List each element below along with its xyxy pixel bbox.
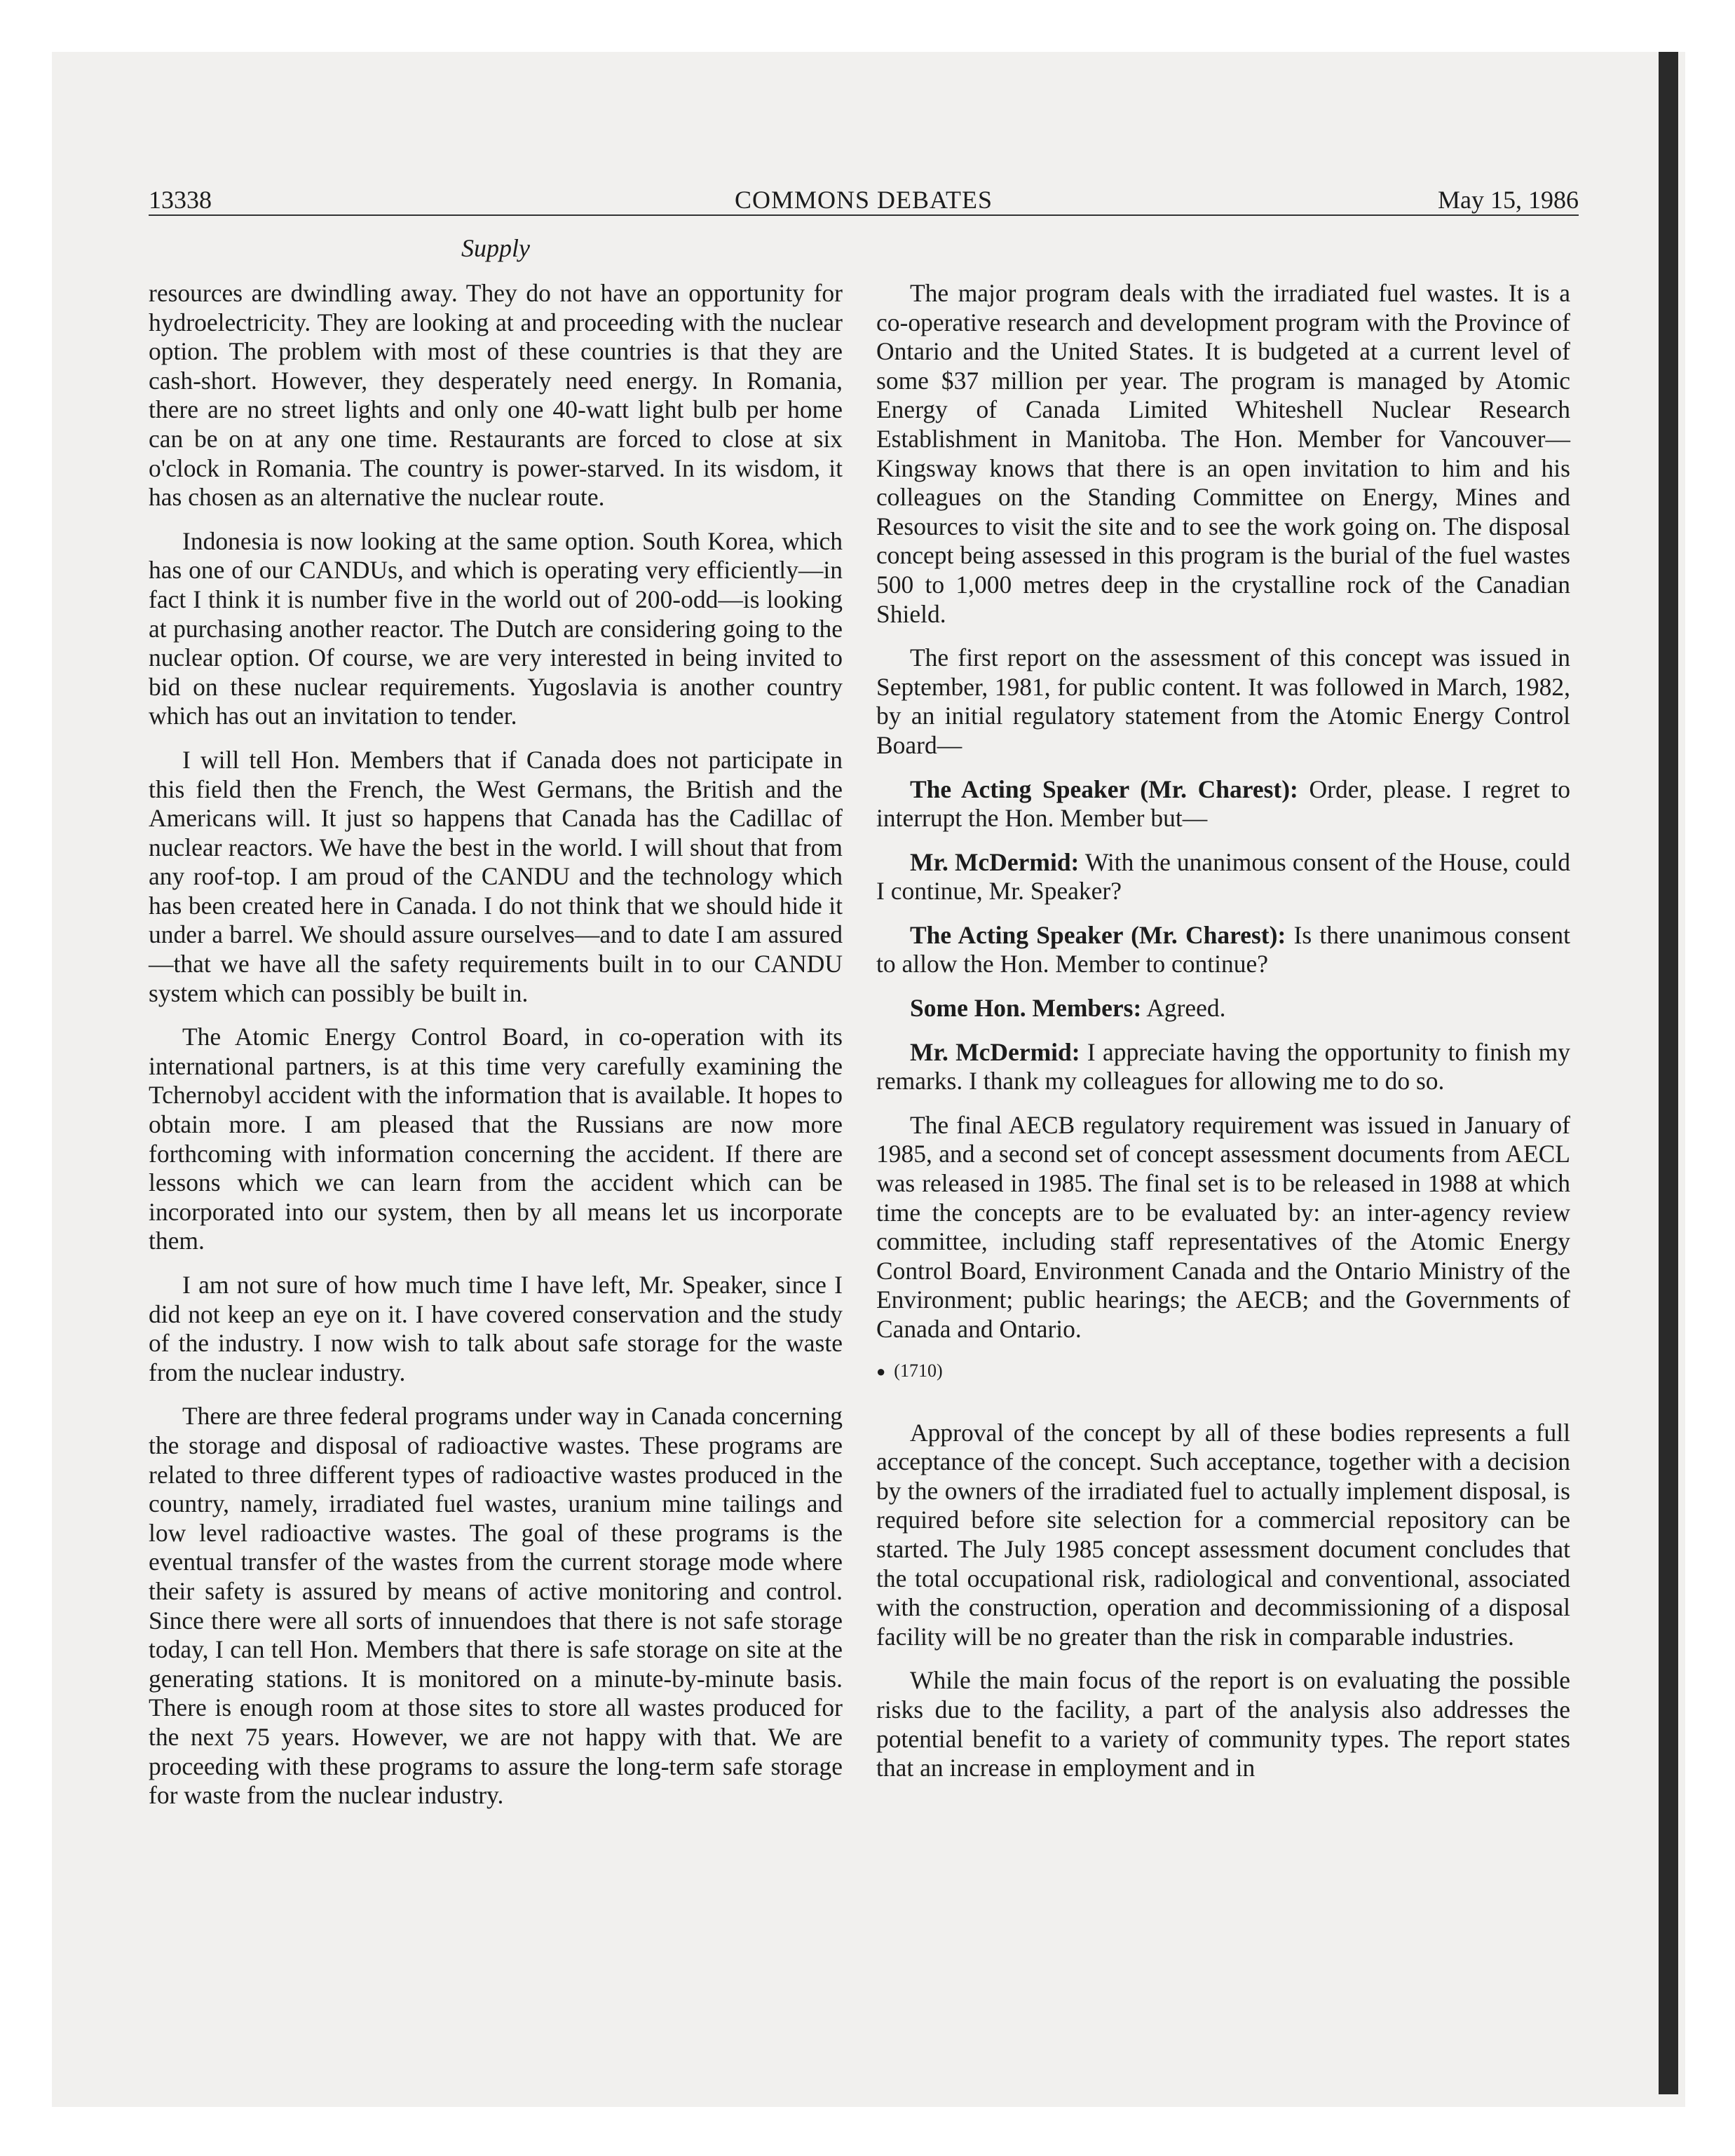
paragraph: Indonesia is now looking at the same option. South Korea, which has one of our CANDUs, and which is operating very efficiently—in fact I think it is number five in the world out of 200-odd—is looking at purchasing another reactor. The Dutch are considering going to the nuclear option. Of course, we are very interested in being invited to bid on these nuclear requirements. Yugoslavia is another country which has out an invitation to tender.: [149, 526, 843, 730]
paragraph: The first report on the assessment of this concept was issued in September, 1981, for public content. It was followed in March, 1982, by an initial regulatory statement from the Atomic Energy Control Board—: [876, 643, 1570, 759]
right-column: [876, 279, 1570, 1798]
publication-date: May 15, 1986: [1438, 186, 1579, 214]
section-title: Supply: [461, 234, 530, 262]
speaker-paragraph: [876, 921, 1570, 979]
publication-title: COMMONS DEBATES: [734, 186, 993, 214]
speaker-name: The Acting Speaker (Mr. Charest):: [910, 775, 1298, 803]
paragraph: Approval of the concept by all of these bodies represents a full acceptance of the concept. Such acceptance, together with a decision by the owners of the irradiated fuel to actually implement disposal, is required before site selection for a commercial repository can be started. The July 1985 concept assessment document concludes that the total occupational risk, radiological and conventional, associated with the construction, operation and decommissioning of a disposal facility will be no greater than the risk in comparable industries.: [876, 1418, 1570, 1651]
speaker-text: With the unanimous consent of the House, could I continue, Mr. Speaker?: [876, 847, 1570, 906]
paragraph: I will tell Hon. Members that if Canada does not participate in this field then the French, the West Germans, the British and the Americans will. It just so happens that Canada has the Cadillac of nuclear reactors. We have the best in the world. I will shout that from any roof-top. I am proud of the CANDU and the technology which has been created here in Canada. I do not think that we should hide it under a barrel. We should assure ourselves—and to date I am assured—that we have all the safety requirements built in to our CANDU system which can possibly be built in.: [149, 745, 843, 1007]
bullet-icon: ●: [876, 1362, 886, 1380]
scan-edge-shadow: [1659, 52, 1678, 2094]
speaker-text: Order, please. I regret to interrupt the Hon. Member but—: [876, 775, 1570, 833]
paragraph: resources are dwindling away. They do not have an opportunity for hydroelectricity. They are looking at and proceeding with the nuclear option. The problem with most of these countries is that they are cash-short. However, they desperately need energy. In Romania, there are no street lights and only one 40-watt light bulb per home can be on at any one time. Restaurants are forced to close at six o'clock in Romania. The country is power-starved. In its wisdom, it has chosen as an alternative the nuclear route.: [149, 279, 843, 512]
time-marker-text: (1710): [894, 1360, 943, 1381]
header-rule: [149, 214, 1579, 216]
paragraph: I am not sure of how much time I have left, Mr. Speaker, since I did not keep an eye on it. I have covered conservation and the study of the industry. I now wish to talk about safe storage for the waste from the nuclear industry.: [149, 1271, 843, 1386]
speaker-name: Mr. McDermid:: [910, 1037, 1080, 1066]
speaker-name: Mr. McDermid:: [910, 847, 1080, 876]
left-column: [149, 279, 843, 1825]
speaker-paragraph: [876, 1038, 1570, 1096]
speaker-text: Agreed.: [1141, 994, 1226, 1023]
paragraph: While the main focus of the report is on evaluating the possible risks due to the facility, a part of the analysis also addresses the potential benefit to a variety of community types. The report states that an increase in employment and in: [876, 1666, 1570, 1782]
paragraph: There are three federal programs under way in Canada concerning the storage and disposal of radioactive wastes. These programs are related to three different types of radioactive wastes produced in the country, namely, irradiated fuel wastes, uranium mine tailings and low level radioactive wastes. The goal of these programs is the eventual transfer of the wastes from the current storage mode where their safety is assured by means of active monitoring and control. Since there were all sorts of innuendoes that there is not safe storage today, I can tell Hon. Members that there is safe storage on site at the generating stations. It is monitored on a minute-by-minute basis. There is enough room at those sites to store all wastes produced for the next 75 years. However, we are not happy with that. We are proceeding with these programs to assure the long-term safe storage for waste from the nuclear industry.: [149, 1402, 843, 1810]
speaker-paragraph: [876, 848, 1570, 906]
speaker-paragraph: [876, 775, 1570, 833]
time-marker: [876, 1359, 1570, 1384]
speaker-name: The Acting Speaker (Mr. Charest):: [910, 920, 1286, 949]
speaker-text: I appreciate having the opportunity to finish my remarks. I thank my colleagues for allowing me to do so.: [876, 1037, 1570, 1096]
speaker-text: Is there unanimous consent to allow the Hon. Member to continue?: [876, 920, 1570, 978]
speaker-name: Some Hon. Members:: [910, 994, 1142, 1023]
page-header: [149, 182, 1579, 217]
paragraph: The Atomic Energy Control Board, in co-operation with its international partners, is at this time very carefully examining the Tchernobyl accident with the information that is available. It hopes to obtain more. I am pleased that the Russians are now more forthcoming with information concerning the accident. If there are lessons which we can learn from the accident which can be incorporated into our system, then by all means let us incorporate them.: [149, 1023, 843, 1255]
paragraph: The final AECB regulatory requirement was issued in January of 1985, and a second set of concept assessment documents from AECL was released in 1985. The final set is to be released in 1988 at which time the concepts are to be evaluated by: an inter-agency review committee, including staff representatives of the Atomic Energy Control Board, Environment Canada and the Ontario Ministry of the Environment; public hearings; the AECB; and the Governments of Canada and Ontario.: [876, 1110, 1570, 1343]
speaker-paragraph: [876, 994, 1570, 1023]
paragraph: The major program deals with the irradiated fuel wastes. It is a co-operative research and development program with the Province of Ontario and the United States. It is budgeted at a current level of some $37 million per year. The program is managed by Atomic Energy of Canada Limited Whiteshell Nuclear Research Establishment in Manitoba. The Hon. Member for Vancouver—Kingsway knows that there is an open invitation to him and his colleagues on the Standing Committee on Energy, Mines and Resources to visit the site and to see the work going on. The disposal concept being assessed in this program is the burial of the fuel wastes 500 to 1,000 metres deep in the crystalline rock of the Canadian Shield.: [876, 279, 1570, 628]
page-number: 13338: [149, 186, 212, 214]
